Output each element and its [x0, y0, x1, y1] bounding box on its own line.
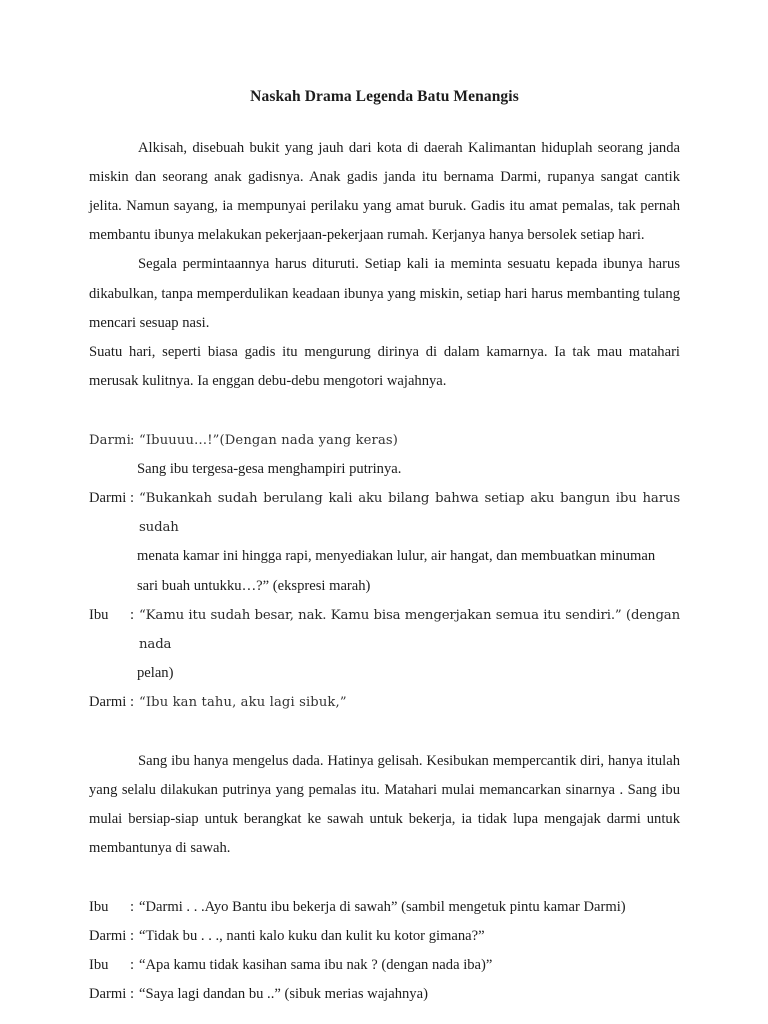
- dialogue-colon: :: [130, 986, 135, 1003]
- spacer-before-dialogue-1: [89, 396, 680, 425]
- dialogue-colon: :: [130, 928, 135, 945]
- dialogue-colon: :: [130, 694, 135, 711]
- document-content: [89, 0, 680, 1010]
- title-spacer: [89, 107, 680, 134]
- paragraph-3: Suatu hari, seperti biasa gadis itu mengurung dirinya di dalam kamarnya. Ia tak mau matahari merusak kulitnya. Ia enggan debu-debu mengotori wajahnya.: [89, 344, 680, 390]
- dialogue-text: “Saya lagi dandan bu ..” (sibuk merias wajahnya): [139, 986, 428, 1003]
- spacer-after-dialogue-1: [89, 718, 680, 747]
- paragraph-2: Segala permintaannya harus dituruti. Setiap kali ia meminta sesuatu kepada ibunya harus dikabulkan, tanpa memperdulikan keadaan ibunya yang miskin, setiap hari harus membanting tulang mencari sesuap nasi.: [89, 256, 680, 331]
- dialogue-line: [89, 601, 680, 659]
- dialogue-text: “Kamu itu sudah besar, nak. Kamu bisa mengerjakan semua itu sendiri.” (dengan nada: [139, 607, 680, 653]
- dialogue-text-continuation: sari buah untukku…?” (ekspresi marah): [137, 577, 371, 594]
- spacer-before-dialogue-2: [89, 864, 680, 893]
- dialogue-line: [89, 688, 680, 717]
- dialogue-colon: :: [130, 898, 135, 915]
- dialogue-colon: :: [130, 957, 135, 974]
- dialogue-colon: :: [130, 606, 135, 623]
- dialogue-text: “Darmi . . .Ayo Bantu ibu bekerja di sawah” (sambil mengetuk pintu kamar Darmi): [139, 898, 626, 915]
- dialogue-colon: :: [130, 490, 135, 507]
- dialogue-speaker: Darmi: [89, 694, 127, 711]
- dialogue-line: [89, 893, 680, 922]
- dialogue-text: “Ibu kan tahu, aku lagi sibuk,”: [139, 695, 347, 711]
- dialogue-text: “Apa kamu tidak kasihan sama ibu nak ? (dengan nada iba)”: [139, 957, 493, 974]
- dialogue-line: [89, 484, 680, 542]
- paragraph-1: Alkisah, disebuah bukit yang jauh dari kota di daerah Kalimantan hiduplah seorang janda miskin dan seorang anak gadisnya. Anak gadis janda itu bernama Darmi, rupanya sangat cantik jelita. Namun sayang, ia mempunyai perilaku yang amat buruk. Gadis itu amat pemalas, tak pernah membantu ibunya melakukan pekerjaan-pekerjaan rumah. Kerjanya hanya bersolek setiap hari.: [89, 139, 680, 244]
- dialogue-line: [89, 951, 680, 980]
- dialogue-text: “Ibuuuu…!”(Dengan nada yang keras): [139, 432, 399, 448]
- page-title: Naskah Drama Legenda Batu Menangis: [250, 88, 519, 105]
- stage-direction: Sang ibu tergesa-gesa menghampiri putrinya.: [137, 460, 402, 477]
- dialogue-text: “Bukankah sudah berulang kali aku bilang bahwa setiap aku bangun ibu harus sudah: [139, 491, 680, 536]
- dialogue-line: [89, 922, 680, 951]
- dialogue-block-2: [89, 893, 680, 1010]
- dialogue-block-1: [89, 426, 680, 718]
- dialogue-speaker: Darmi: [89, 986, 127, 1003]
- dialogue-speaker: Darmi: [89, 490, 127, 507]
- dialogue-speaker: Ibu: [89, 898, 109, 915]
- dialogue-speaker: Ibu: [89, 957, 109, 974]
- dialogue-line: [89, 426, 680, 455]
- dialogue-speaker: Ibu: [89, 606, 109, 623]
- dialogue-speaker: Darmi: [89, 928, 127, 945]
- dialogue-speaker: Darmi: [89, 432, 131, 448]
- dialogue-text: “Tidak bu . . ., nanti kalo kuku dan kulit ku kotor gimana?”: [139, 928, 485, 945]
- dialogue-line: [89, 980, 680, 1009]
- dialogue-text-continuation: menata kamar ini hingga rapi, menyediakan lulur, air hangat, dan membuatkan minuman: [137, 548, 656, 565]
- dialogue-colon: :: [130, 432, 135, 448]
- dialogue-text-continuation: pelan): [137, 665, 174, 682]
- paragraph-4: Sang ibu hanya mengelus dada. Hatinya gelisah. Kesibukan mempercantik diri, hanya itulah yang selalu dilakukan putrinya yang pemalas itu. Matahari mulai memancarkan sinarnya . Sang ibu mulai bersiap-siap untuk berangkat ke sawah untuk bekerja, ia tidak lupa mengajak darmi untuk membantunya di sawah.: [89, 752, 680, 857]
